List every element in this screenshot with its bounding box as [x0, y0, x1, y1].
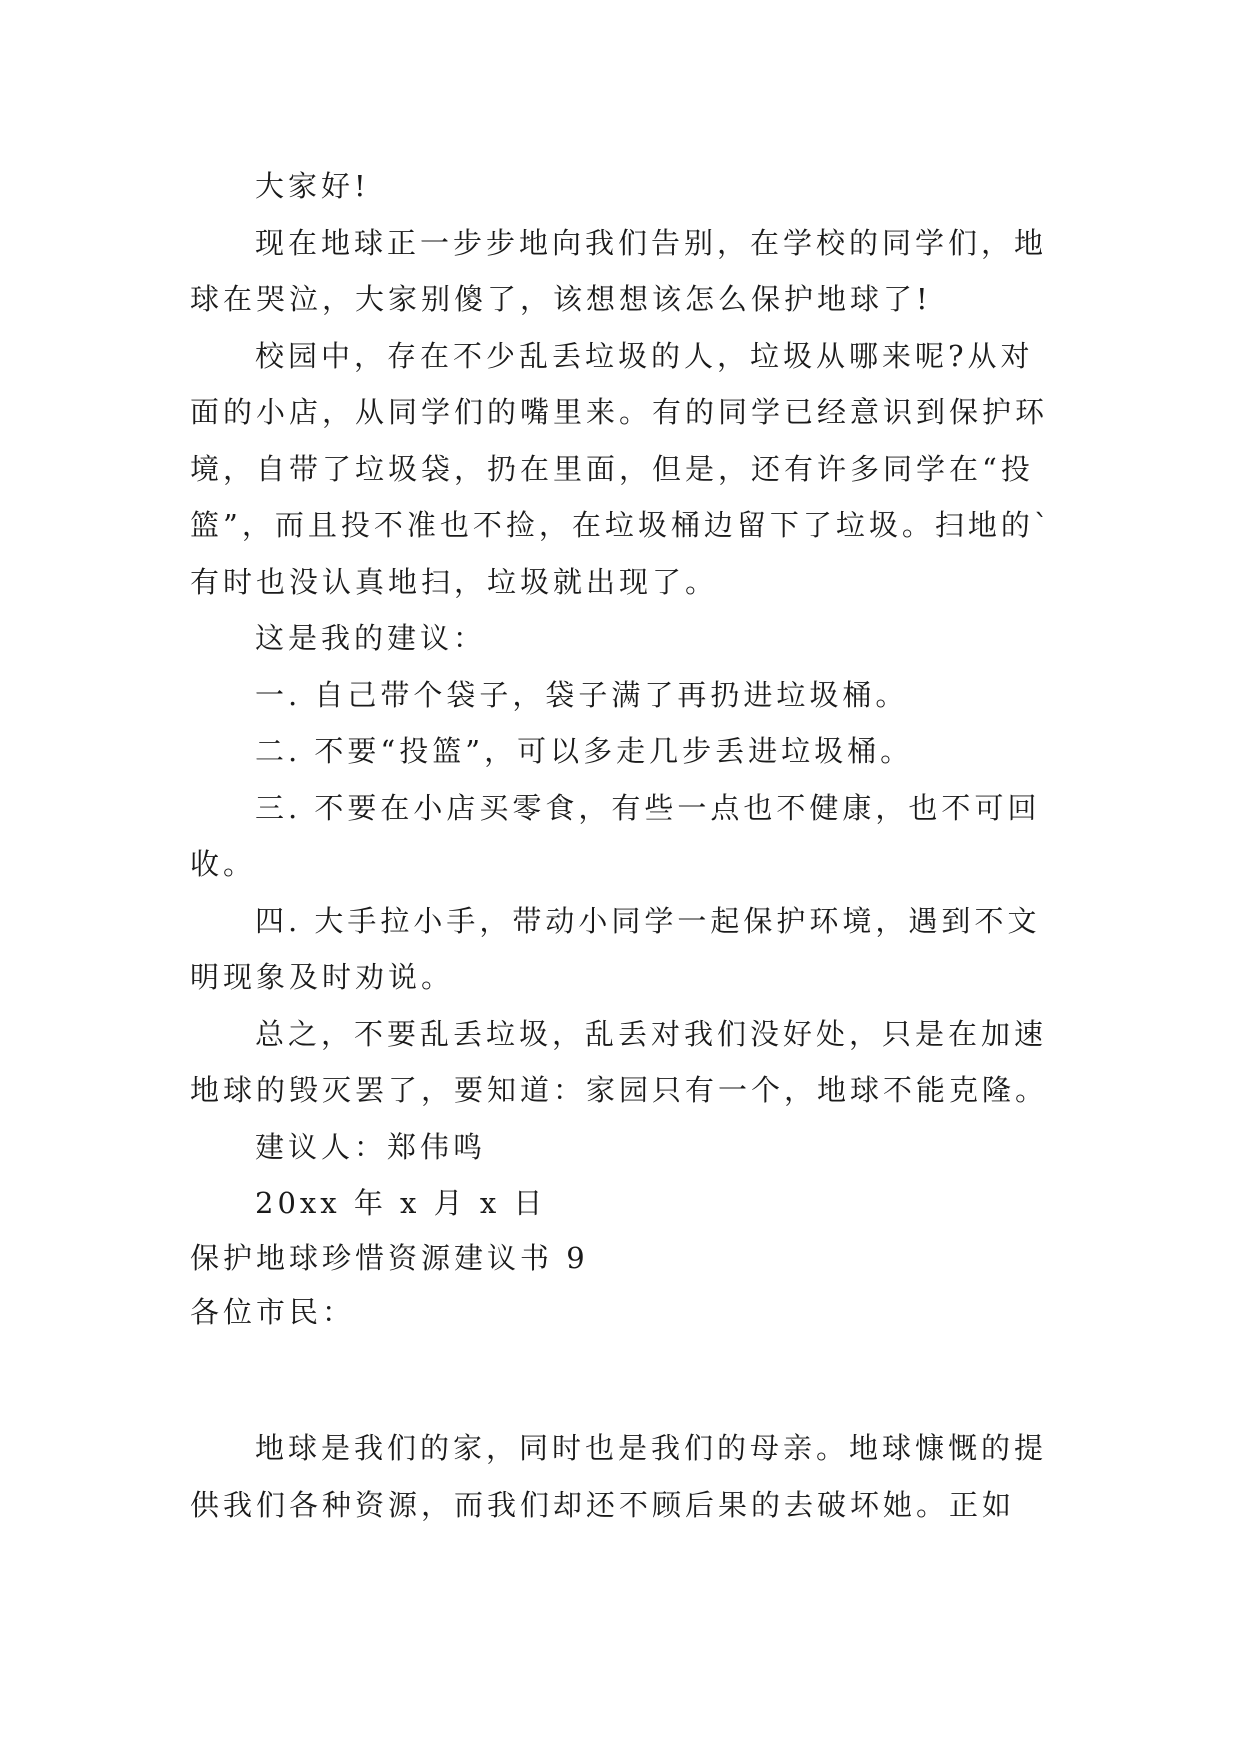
greeting: 大家好!: [255, 169, 370, 203]
salutation: 各位市民：: [190, 1295, 356, 1329]
suggestion-item: 三. 不要在小店买零食，有些一点也不健康，也不可回: [255, 791, 1041, 825]
paragraph-line: 这是我的建议：: [255, 621, 487, 655]
paragraph-line: 有时也没认真地扫，垃圾就出现了。: [190, 565, 719, 599]
paragraph-line: 球在哭泣，大家别傻了，该想想该怎么保护地球了!: [190, 282, 932, 316]
paragraph-line: 现在地球正一步步地向我们告别，在学校的同学们，地: [255, 226, 1048, 260]
paragraph-line: 校园中，存在不少乱丢垃圾的人，垃圾从哪来呢?从对: [255, 339, 1034, 373]
paragraph-line: 境，自带了垃圾袋，扔在里面，但是，还有许多同学在“投: [190, 452, 1034, 486]
paragraph-line: 地球的毁灭罢了，要知道：家园只有一个，地球不能克隆。: [190, 1073, 1049, 1107]
paragraph-line: 地球是我们的家，同时也是我们的母亲。地球慷慨的提: [255, 1431, 1048, 1465]
date: 20xx 年 x 月 x 日: [255, 1186, 547, 1220]
section-title: 保护地球珍惜资源建议书 9: [190, 1241, 589, 1275]
signature: 建议人：郑伟鸣: [255, 1130, 487, 1164]
suggestion-item: 二. 不要“投篮”，可以多走几步丢进垃圾桶。: [255, 734, 914, 768]
paragraph-line: 面的小店，从同学们的嘴里来。有的同学已经意识到保护环: [190, 395, 1049, 429]
suggestion-item: 收。: [190, 847, 257, 881]
paragraph-line: 总之，不要乱丢垃圾，乱丢对我们没好处，只是在加速: [255, 1017, 1048, 1051]
paragraph-line: 供我们各种资源，而我们却还不顾后果的去破坏她。正如: [190, 1488, 1016, 1522]
suggestion-item: 明现象及时劝说。: [190, 960, 455, 994]
suggestion-item: 一. 自己带个袋子，袋子满了再扔进垃圾桶。: [255, 678, 909, 712]
suggestion-item: 四. 大手拉小手，带动小同学一起保护环境，遇到不文: [255, 904, 1041, 938]
paragraph-line: 篮”，而且投不准也不捡，在垃圾桶边留下了垃圾。扫地的`: [190, 508, 1053, 542]
